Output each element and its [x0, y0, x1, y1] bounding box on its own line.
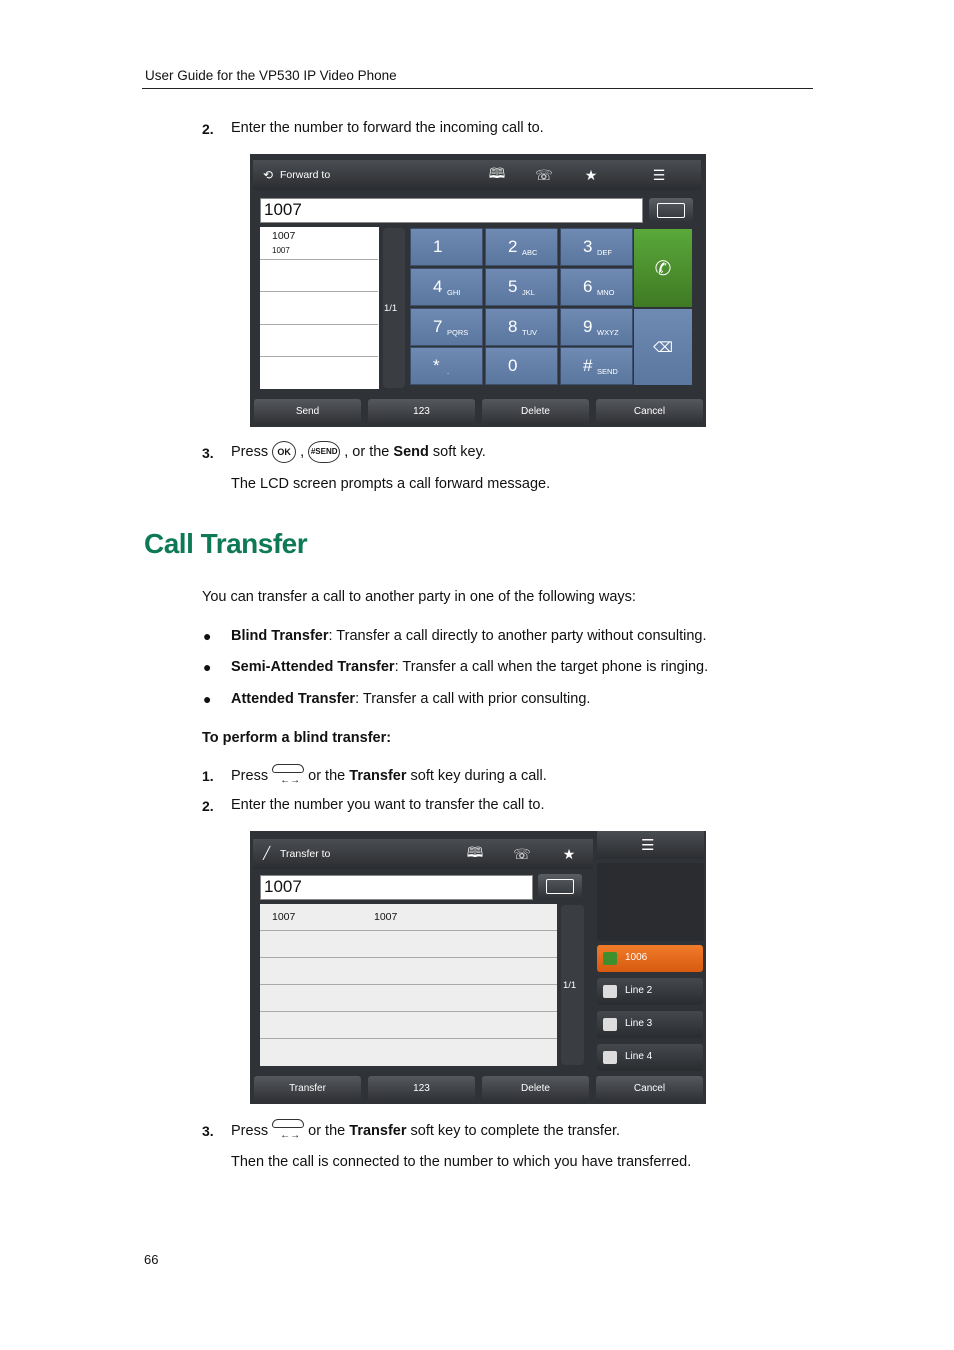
list-item: [260, 325, 378, 357]
transfer-screen: [250, 831, 706, 1104]
transfer-softkey[interactable]: Transfer: [254, 1076, 361, 1102]
table-row: [260, 1039, 557, 1066]
page-indicator: 1/1: [384, 303, 398, 314]
title-bar: [253, 160, 701, 190]
backspace-icon: ⌫: [653, 338, 673, 355]
line-idle-icon: [603, 1018, 617, 1031]
page-indicator: 1/1: [563, 980, 577, 991]
step-text: Press ←→ or the Transfer soft key to complete the transfer.: [231, 1119, 620, 1143]
send-softkey[interactable]: Send: [254, 399, 361, 425]
table-row: [260, 1012, 557, 1039]
bullet-item: Attended Transfer: Transfer a call with prior consulting.: [231, 691, 591, 707]
key-7[interactable]: 7 PQRS: [410, 308, 483, 346]
step-number: 2.: [202, 798, 214, 814]
step-number: 1.: [202, 768, 214, 784]
contact-number: 1007: [374, 911, 398, 923]
scrollbar[interactable]: [383, 228, 405, 388]
key-2[interactable]: 2 ABC: [485, 228, 558, 266]
call-history-icon[interactable]: ☏: [513, 845, 531, 862]
screen-title: Forward to: [280, 169, 331, 181]
bullet-dot: ●: [203, 628, 212, 644]
phone-handset-icon: ✆: [654, 257, 672, 280]
key-1[interactable]: 1: [410, 228, 483, 266]
softkey-bar: [253, 1076, 703, 1102]
screen-title: Transfer to: [280, 848, 331, 860]
page-number: 66: [144, 1252, 159, 1267]
table-row[interactable]: [260, 904, 557, 931]
line-panel-blank: [597, 863, 704, 941]
transfer-key-icon: ←→: [272, 764, 304, 788]
section-title: Call Transfer: [144, 528, 308, 559]
step-text: Enter the number you want to transfer the call to.: [231, 797, 545, 813]
transfer-icon: ╱: [263, 846, 271, 860]
line-keys: [597, 945, 704, 1069]
bullet-item: Blind Transfer: Transfer a call directly to another party without consulting.: [231, 628, 707, 644]
intro-text: You can transfer a call to another party in one of the following ways:: [202, 589, 636, 605]
123-softkey[interactable]: 123: [368, 1076, 475, 1102]
forward-icon: ⟲: [263, 168, 274, 182]
key-5[interactable]: 5 JKL: [485, 268, 558, 306]
scrollbar[interactable]: [561, 905, 584, 1065]
title-bar: [253, 839, 593, 869]
line-key-2[interactable]: Line 2: [597, 978, 703, 1005]
step-number: 3.: [202, 445, 214, 461]
search-results-list: [260, 227, 379, 389]
menu-list-icon: ☰: [641, 837, 655, 854]
keyboard-icon[interactable]: [649, 198, 693, 222]
line-idle-icon: [603, 985, 617, 998]
key-star[interactable]: * .: [410, 347, 483, 385]
header-rule: [142, 88, 813, 89]
step-number: 3.: [202, 1123, 214, 1139]
number-input[interactable]: 1007: [260, 875, 533, 900]
cancel-softkey[interactable]: Cancel: [596, 1076, 703, 1102]
table-row: [260, 958, 557, 985]
active-call-icon: [603, 952, 617, 965]
table-row: [260, 985, 557, 1012]
running-header: User Guide for the VP530 IP Video Phone: [145, 68, 397, 83]
bullet-dot: ●: [203, 659, 212, 675]
line-key-4[interactable]: Line 4: [597, 1044, 703, 1071]
list-item[interactable]: [260, 227, 378, 260]
key-0[interactable]: 0: [485, 347, 558, 385]
forward-screen: [250, 154, 706, 427]
delete-softkey[interactable]: Delete: [482, 399, 589, 425]
contact-name: 1007: [272, 911, 296, 923]
key-4[interactable]: 4 GHI: [410, 268, 483, 306]
result-text: The LCD screen prompts a call forward message.: [231, 476, 551, 492]
line-idle-icon: [603, 1051, 617, 1064]
procedure-title: To perform a blind transfer:: [202, 730, 392, 746]
list-item: [260, 357, 378, 389]
number-input[interactable]: 1007: [260, 198, 643, 223]
ok-key-icon: OK: [272, 441, 296, 463]
menu-tab[interactable]: [597, 831, 704, 859]
hash-send-key-icon: #SEND: [308, 441, 340, 463]
keyboard-icon[interactable]: [538, 874, 582, 898]
key-hash[interactable]: # SEND: [560, 347, 633, 385]
softkey-bar: [253, 399, 703, 425]
dial-keypad: [410, 228, 634, 385]
contact-name: 1007: [272, 230, 296, 242]
key-9[interactable]: 9 WXYZ: [560, 308, 633, 346]
key-3[interactable]: 3 DEF: [560, 228, 633, 266]
table-row: [260, 931, 557, 958]
transfer-key-icon: ←→: [272, 1119, 304, 1143]
contact-number: 1007: [272, 246, 290, 255]
step-number: 2.: [202, 121, 214, 137]
step-text: Press OK , #SEND , or the Send soft key.: [231, 441, 486, 463]
line-key-1006[interactable]: 1006: [597, 945, 703, 972]
call-history-icon[interactable]: ☏: [535, 166, 553, 183]
step-text: Enter the number to forward the incoming call to.: [231, 120, 544, 136]
delete-softkey[interactable]: Delete: [482, 1076, 589, 1102]
key-8[interactable]: 8 TUV: [485, 308, 558, 346]
results-list: [260, 904, 557, 1066]
directory-icon[interactable]: 🕮: [488, 165, 506, 181]
favorites-star-icon[interactable]: ★: [584, 166, 598, 183]
result-text: Then the call is connected to the number to which you have transferred.: [231, 1154, 692, 1170]
line-key-3[interactable]: Line 3: [597, 1011, 703, 1038]
list-item: [260, 292, 378, 325]
menu-list-icon[interactable]: ☰: [652, 166, 666, 183]
key-6[interactable]: 6 MNO: [560, 268, 633, 306]
123-softkey[interactable]: 123: [368, 399, 475, 425]
cancel-softkey[interactable]: Cancel: [596, 399, 703, 425]
favorites-star-icon[interactable]: ★: [562, 845, 576, 862]
bullet-dot: ●: [203, 691, 212, 707]
bullet-item: Semi-Attended Transfer: Transfer a call when the target phone is ringing.: [231, 659, 709, 675]
call-button[interactable]: [634, 229, 692, 307]
list-item: [260, 260, 378, 292]
backspace-button[interactable]: [634, 309, 692, 385]
directory-icon[interactable]: 🕮: [466, 844, 484, 860]
step-text: Press ←→ or the Transfer soft key during a call.: [231, 764, 547, 788]
